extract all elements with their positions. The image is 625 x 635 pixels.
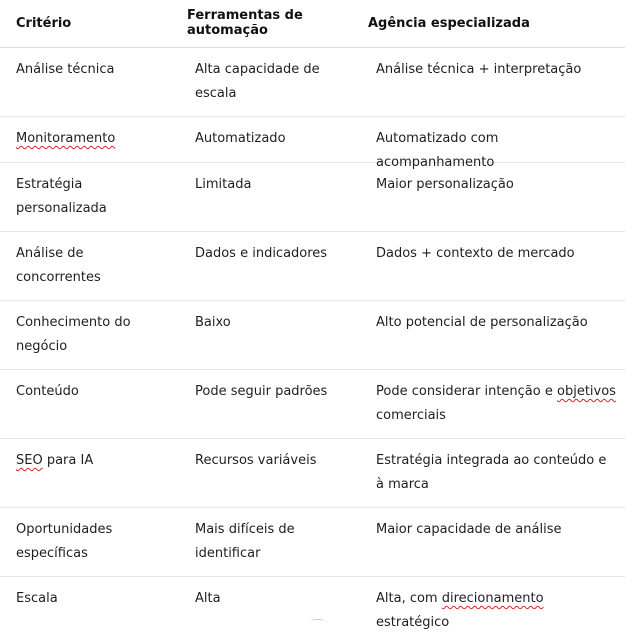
cell-text: comerciais: [376, 408, 446, 423]
cell-criterio: Conteúdo: [16, 384, 79, 399]
cell-text: para IA: [42, 453, 94, 468]
cell-ferramentas: Automatizado: [195, 131, 286, 146]
table-row: [0, 439, 625, 508]
cell-text: estratégico: [376, 615, 450, 630]
cell-agencia: [376, 587, 616, 635]
cell-agencia: Alto potencial de personalização: [376, 315, 588, 330]
table-header: [0, 0, 625, 48]
cell-ferramentas: Limitada: [195, 177, 252, 192]
spellcheck-word: objetivos: [557, 384, 616, 399]
spellcheck-word: SEO: [16, 453, 43, 468]
table-row: [0, 301, 625, 370]
cell-ferramentas: Alta: [195, 591, 221, 606]
cell-agencia: Maior capacidade de análise: [376, 522, 562, 537]
cell-criterio: Conhecimento do negócio: [16, 315, 131, 354]
cell-agencia: Estratégia integrada ao conteúdo e à marca: [376, 453, 607, 492]
cell-criterio: [16, 449, 166, 473]
cell-ferramentas: Pode seguir padrões: [195, 384, 328, 399]
cell-ferramentas: Baixo: [195, 315, 231, 330]
cell-agencia: Análise técnica + interpretação: [376, 62, 582, 77]
table-row: [0, 232, 625, 301]
cell-criterio: Estratégia personalizada: [16, 177, 107, 216]
header-agencia: Agência especializada: [368, 16, 530, 31]
cell-agencia: [376, 380, 616, 428]
cell-agencia: Dados + contexto de mercado: [376, 246, 575, 261]
cell-criterio: Escala: [16, 591, 58, 606]
cell-criterio: Monitoramento: [16, 131, 116, 146]
header-criterio: Critério: [16, 16, 72, 31]
table-row: [0, 508, 625, 577]
spellcheck-word: direcionamento: [441, 591, 544, 606]
cell-criterio: Análise de concorrentes: [16, 246, 101, 285]
cell-ferramentas: Alta capacidade de escala: [195, 62, 320, 101]
cell-ferramentas: Mais difíceis de identificar: [195, 522, 295, 561]
cell-ferramentas: Recursos variáveis: [195, 453, 317, 468]
table-row: [0, 577, 625, 630]
scroll-indicator: [311, 619, 325, 623]
table-row: [0, 370, 625, 439]
table-row: [0, 48, 625, 117]
table-row: [0, 117, 625, 170]
table-row: [0, 163, 625, 232]
cell-criterio: Análise técnica: [16, 62, 115, 77]
header-ferramentas: Ferramentas de automação: [187, 8, 303, 38]
cell-criterio: Oportunidades específicas: [16, 522, 113, 561]
cell-agencia: Automatizado com acompanhamento: [376, 131, 499, 170]
cell-agencia: Maior personalização: [376, 177, 514, 192]
cell-text: Pode considerar intenção e: [376, 384, 557, 399]
cell-ferramentas: Dados e indicadores: [195, 246, 328, 261]
cell-text: Alta, com: [376, 591, 442, 606]
